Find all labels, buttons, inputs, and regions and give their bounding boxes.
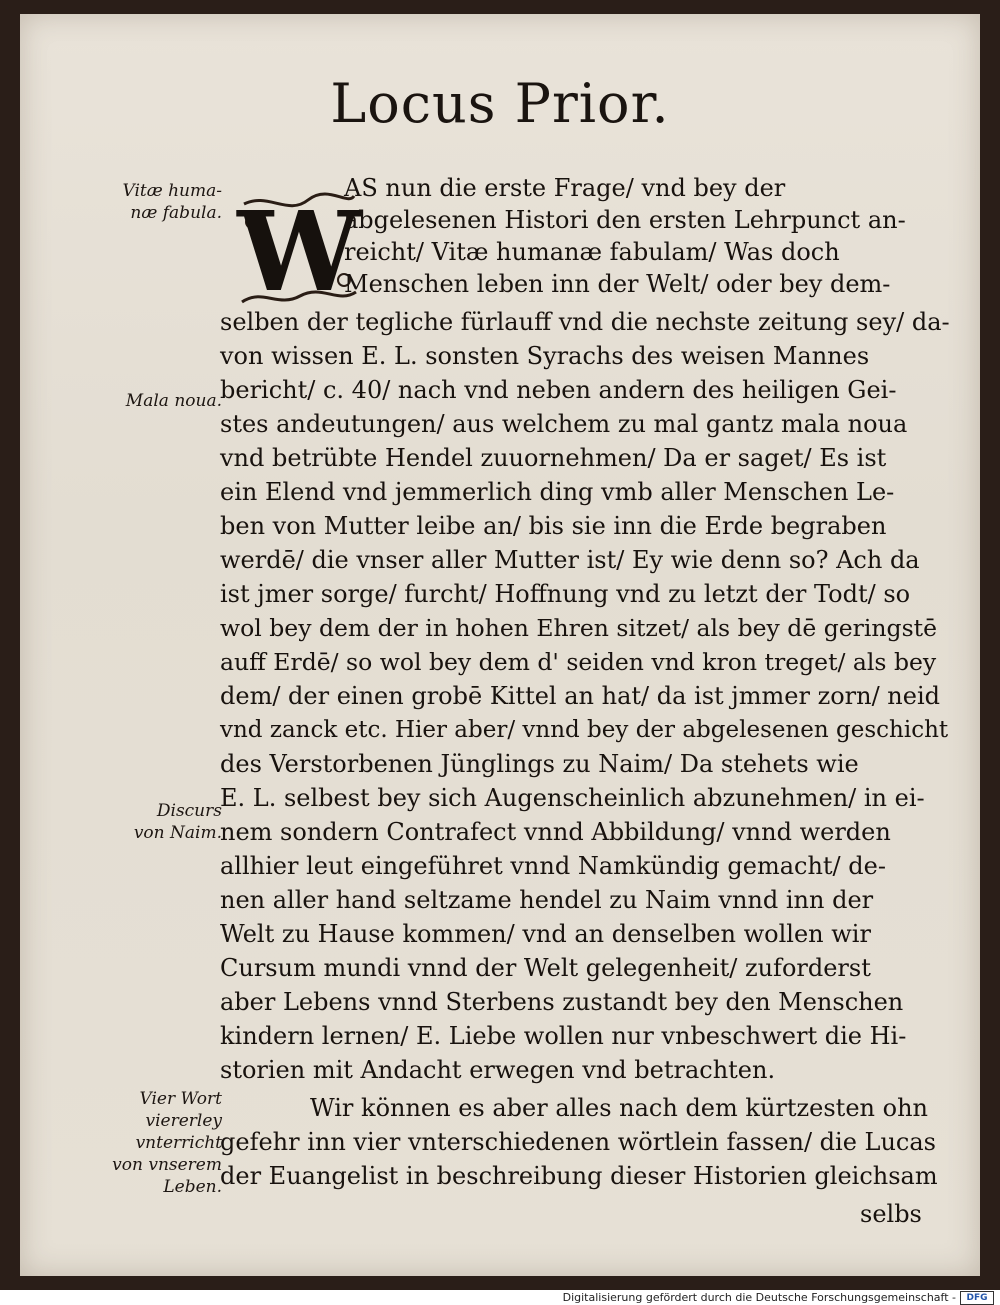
margin-note-discurs: Discurs von Naim. [133,801,222,843]
text-line: auff Erdē/ so wol bey dem d' seiden vnd kron treget/ als bey [220,648,937,676]
text-line: allhier leut eingeführet vnnd Namkündig gemacht/ de- [220,852,886,880]
text-line: wol bey dem der in hohen Ehren sitzet/ als bey dē geringstē [220,614,937,642]
text-line: dem/ der einen grobē Kittel an hat/ da ist jmmer zorn/ neid [220,682,940,710]
margin-note-vitae: Vitæ huma- næ fabula. [122,181,222,223]
dfg-logo: DFG [960,1291,994,1305]
text-line: von wissen E. L. sonsten Syrachs des weisen Mannes [220,342,870,370]
margin-note-mala-noua: Mala noua. [125,391,222,411]
text-line: reicht/ Vitæ humanæ fabulam/ Was doch [344,238,840,266]
text-line: Menschen leben inn der Welt/ oder bey dem- [344,270,891,298]
text-line: bericht/ c. 40/ nach vnd neben andern des heiligen Gei- [220,376,897,404]
text-line: ben von Mutter leibe an/ bis sie inn die Erde begraben [220,512,887,540]
text-line: aber Lebens vnnd Sterbens zustandt bey den Menschen [220,988,904,1016]
text-line: kindern lernen/ E. Liebe wollen nur vnbeschwert die Hi- [220,1022,907,1050]
document-page [20,14,980,1276]
text-line: werdē/ die vnser aller Mutter ist/ Ey wie denn so? Ach da [220,546,920,574]
page-heading: Locus Prior. [330,72,670,135]
text-line: nem sondern Contrafect vnnd Abbildung/ vnnd werden [220,818,891,846]
text-line: Cursum mundi vnnd der Welt gelegenheit/ zuforderst [220,954,871,982]
initial-letter: W [237,186,361,316]
text-line: gefehr inn vier vnterschiedenen wörtlein fassen/ die Lucas [220,1128,936,1156]
text-line: des Verstorbenen Jünglings zu Naim/ Da stehets wie [220,750,859,778]
text-line: vnd zanck etc. Hier aber/ vnnd bey der abgelesenen geschicht [220,717,949,743]
text-line: Welt zu Hause kommen/ vnd an denselben wollen wir [220,920,871,948]
catchword: selbs [860,1200,922,1228]
text-line: ein Elend vnd jemmerlich ding vmb aller Menschen Le- [220,478,895,506]
text-line: stes andeutungen/ aus welchem zu mal gantz mala noua [220,410,908,438]
text-line: abgelesenen Histori den ersten Lehrpunct an- [344,206,906,234]
footer-credit: Digitalisierung gefördert durch die Deutsche Forschungsgemeinschaft - [562,1291,956,1304]
text-line: E. L. selbest bey sich Augenscheinlich abzunehmen/ in ei- [220,784,925,812]
text-line: AS nun die erste Frage/ vnd bey der [344,174,786,202]
text-line: selben der tegliche fürlauff vnd die nechste zeitung sey/ da- [220,308,950,336]
margin-note-vier-wort: Vier Wort viererley vnterricht von vnserem Leben. [112,1089,222,1197]
text-line: storien mit Andacht erwegen vnd betrachten. [220,1056,776,1084]
decorated-initial [237,186,361,316]
text-line: der Euangelist in beschreibung dieser Historien gleichsam [220,1162,938,1190]
text-line: nen aller hand seltzame hendel zu Naim vnnd inn der [220,886,874,914]
text-line: vnd betrübte Hendel zuuornehmen/ Da er saget/ Es ist [220,444,887,472]
text-line: ist jmer sorge/ furcht/ Hoffnung vnd zu letzt der Todt/ so [220,580,911,608]
text-line: Wir können es aber alles nach dem kürtzesten ohn [310,1094,928,1122]
